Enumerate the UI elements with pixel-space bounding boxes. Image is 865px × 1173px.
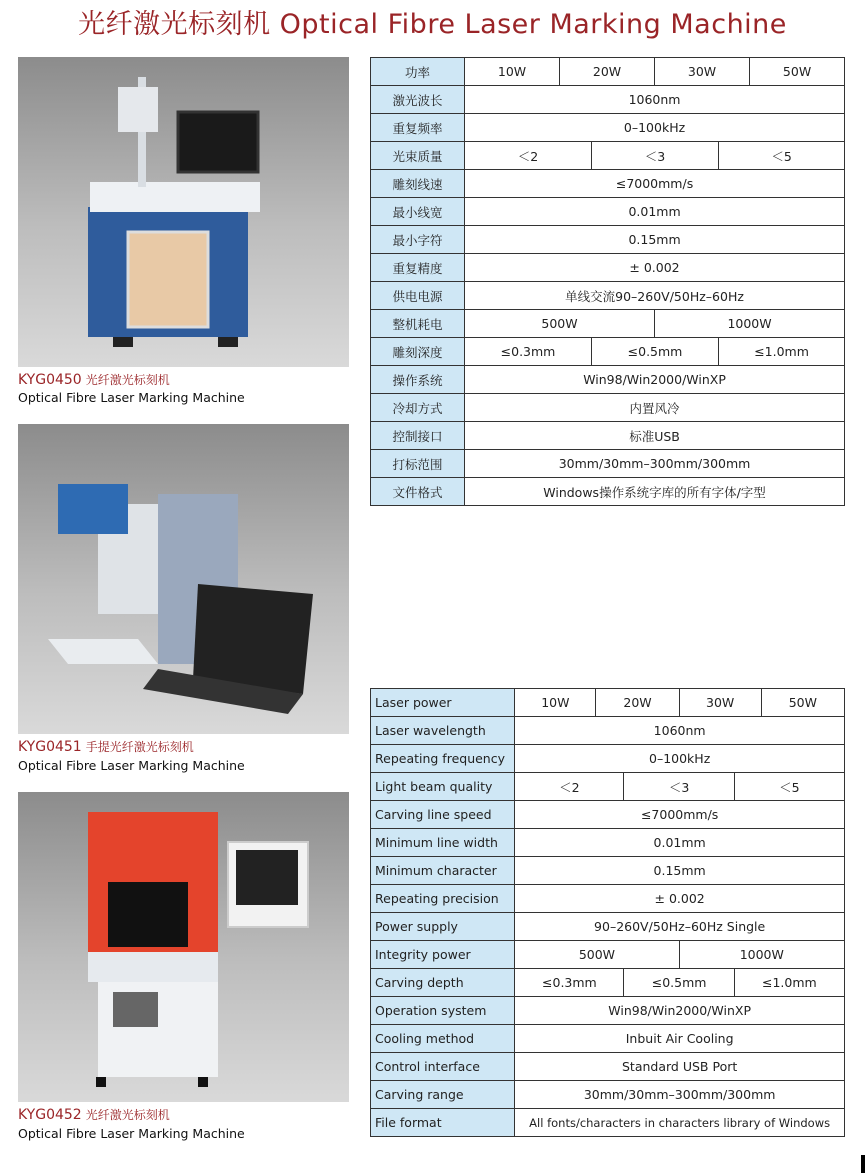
cell: ＜3 — [592, 142, 719, 170]
spec-row-depth — [371, 338, 845, 366]
spec-row-supply — [371, 282, 845, 310]
cell: Windows操作系统字库的所有字体/字型 — [465, 478, 845, 506]
spec-row-os — [371, 366, 845, 394]
cell: 30mm/30mm–300mm/300mm — [465, 450, 845, 478]
cell: 0.01mm — [465, 198, 845, 226]
spec-row-min-line — [371, 198, 845, 226]
cell: 50W — [761, 689, 844, 717]
row-label: Laser wavelength — [371, 717, 515, 745]
spec-row-frequency — [371, 114, 845, 142]
row-label: Repeating frequency — [371, 745, 515, 773]
cell: 500W — [515, 941, 679, 969]
product-caption-kyg0452 — [18, 1106, 170, 1123]
cell: ＜2 — [465, 142, 592, 170]
spec-row-interface — [371, 422, 845, 450]
cell: ＜5 — [734, 773, 844, 801]
cell: All fonts/characters in characters library of Windows — [515, 1109, 845, 1137]
cell: 90–260V/50Hz–60Hz Single — [515, 913, 845, 941]
cell: Win98/Win2000/WinXP — [465, 366, 845, 394]
cell: 1060nm — [465, 86, 845, 114]
cell: 10W — [465, 58, 560, 86]
cell: 0.15mm — [465, 226, 845, 254]
spec-row-depth — [371, 969, 845, 997]
spec-table-cn — [370, 57, 845, 506]
spec-row-format — [371, 1109, 845, 1137]
cell: 0–100kHz — [515, 745, 845, 773]
row-label: Carving range — [371, 1081, 515, 1109]
cell: Win98/Win2000/WinXP — [515, 997, 845, 1025]
spec-row-consumption — [371, 941, 845, 969]
row-label: 激光波长 — [371, 86, 465, 114]
cell: 50W — [750, 58, 845, 86]
spec-row-os — [371, 997, 845, 1025]
spec-row-cooling — [371, 1025, 845, 1053]
row-label: 雕刻深度 — [371, 338, 465, 366]
row-label: Light beam quality — [371, 773, 515, 801]
cell: 1000W — [679, 941, 844, 969]
row-label: Repeating precision — [371, 885, 515, 913]
cell: 30W — [679, 689, 761, 717]
spec-table-en — [370, 688, 845, 1137]
row-label: Operation system — [371, 997, 515, 1025]
spec-row-min-char — [371, 226, 845, 254]
page-edge-mark — [861, 1155, 865, 1173]
row-label: 重复精度 — [371, 254, 465, 282]
cell: Inbuit Air Cooling — [515, 1025, 845, 1053]
row-label: Cooling method — [371, 1025, 515, 1053]
cell: ≤7000mm/s — [465, 170, 845, 198]
spec-row-beam-quality — [371, 142, 845, 170]
row-label: Carving line speed — [371, 801, 515, 829]
cell: ≤7000mm/s — [515, 801, 845, 829]
cell: Standard USB Port — [515, 1053, 845, 1081]
cell: 20W — [560, 58, 655, 86]
row-label: 光束质量 — [371, 142, 465, 170]
cell: 单线交流90–260V/50Hz–60Hz — [465, 282, 845, 310]
cell: ± 0.002 — [515, 885, 845, 913]
spec-row-min-line — [371, 829, 845, 857]
spec-row-precision — [371, 885, 845, 913]
page-title: 光纤激光标刻机 Optical Fibre Laser Marking Machine — [78, 9, 787, 40]
cell: ≤0.3mm — [465, 338, 592, 366]
cell: 30mm/30mm–300mm/300mm — [515, 1081, 845, 1109]
spec-row-power — [371, 58, 845, 86]
model-number: KYG0450 — [18, 372, 82, 388]
row-label: 最小线宽 — [371, 198, 465, 226]
row-label: Minimum character — [371, 857, 515, 885]
cell: 0.15mm — [515, 857, 845, 885]
row-label: 操作系统 — [371, 366, 465, 394]
spec-row-range — [371, 450, 845, 478]
cell: 标准USB — [465, 422, 845, 450]
cell: ≤1.0mm — [734, 969, 844, 997]
spec-row-range — [371, 1081, 845, 1109]
cell: ≤0.5mm — [624, 969, 734, 997]
row-label: 重复频率 — [371, 114, 465, 142]
cell: ＜5 — [719, 142, 845, 170]
spec-row-supply — [371, 913, 845, 941]
spec-row-line-speed — [371, 801, 845, 829]
model-cn-name: 光纤激光标刻机 — [85, 1108, 170, 1122]
product-en-name-kyg0451: Optical Fibre Laser Marking Machine — [18, 758, 245, 773]
spec-row-wavelength — [371, 86, 845, 114]
spec-row-line-speed — [371, 170, 845, 198]
cell: ≤0.3mm — [515, 969, 624, 997]
model-number: KYG0451 — [18, 739, 82, 755]
product-en-name-kyg0450: Optical Fibre Laser Marking Machine — [18, 390, 245, 405]
product-photo-kyg0451 — [18, 424, 349, 734]
cell: 30W — [655, 58, 750, 86]
cell: 0.01mm — [515, 829, 845, 857]
product-photo-kyg0450 — [18, 57, 349, 367]
spec-row-consumption — [371, 310, 845, 338]
cell: 0–100kHz — [465, 114, 845, 142]
model-number: KYG0452 — [18, 1107, 82, 1123]
product-photo-kyg0452 — [18, 792, 349, 1102]
row-label: 最小字符 — [371, 226, 465, 254]
cell: ± 0.002 — [465, 254, 845, 282]
model-cn-name: 光纤激光标刻机 — [85, 373, 170, 387]
row-label: 整机耗电 — [371, 310, 465, 338]
row-label: 冷却方式 — [371, 394, 465, 422]
cell: 10W — [515, 689, 596, 717]
cell: ≤1.0mm — [719, 338, 845, 366]
cell: ≤0.5mm — [592, 338, 719, 366]
product-caption-kyg0450 — [18, 371, 170, 388]
spec-row-beam-quality — [371, 773, 845, 801]
spec-row-interface — [371, 1053, 845, 1081]
row-label: 打标范围 — [371, 450, 465, 478]
row-label: Minimum line width — [371, 829, 515, 857]
row-label: File format — [371, 1109, 515, 1137]
cell: ＜3 — [624, 773, 734, 801]
row-label: Carving depth — [371, 969, 515, 997]
spec-row-format — [371, 478, 845, 506]
product-en-name-kyg0452: Optical Fibre Laser Marking Machine — [18, 1126, 245, 1141]
row-label: 雕刻线速 — [371, 170, 465, 198]
spec-row-precision — [371, 254, 845, 282]
spec-row-wavelength — [371, 717, 845, 745]
row-label: 供电电源 — [371, 282, 465, 310]
row-label: Power supply — [371, 913, 515, 941]
cell: 20W — [596, 689, 679, 717]
spec-row-power — [371, 689, 845, 717]
model-cn-name: 手提光纤激光标刻机 — [85, 740, 194, 754]
row-label: Control interface — [371, 1053, 515, 1081]
row-label: 功率 — [371, 58, 465, 86]
row-label: 控制接口 — [371, 422, 465, 450]
cell: 1000W — [655, 310, 845, 338]
cell: ＜2 — [515, 773, 624, 801]
row-label: Integrity power — [371, 941, 515, 969]
cell: 内置风冷 — [465, 394, 845, 422]
spec-row-cooling — [371, 394, 845, 422]
spec-row-min-char — [371, 857, 845, 885]
product-caption-kyg0451 — [18, 738, 194, 755]
row-label: 文件格式 — [371, 478, 465, 506]
cell: 1060nm — [515, 717, 845, 745]
row-label: Laser power — [371, 689, 515, 717]
cell: 500W — [465, 310, 655, 338]
spec-row-frequency — [371, 745, 845, 773]
